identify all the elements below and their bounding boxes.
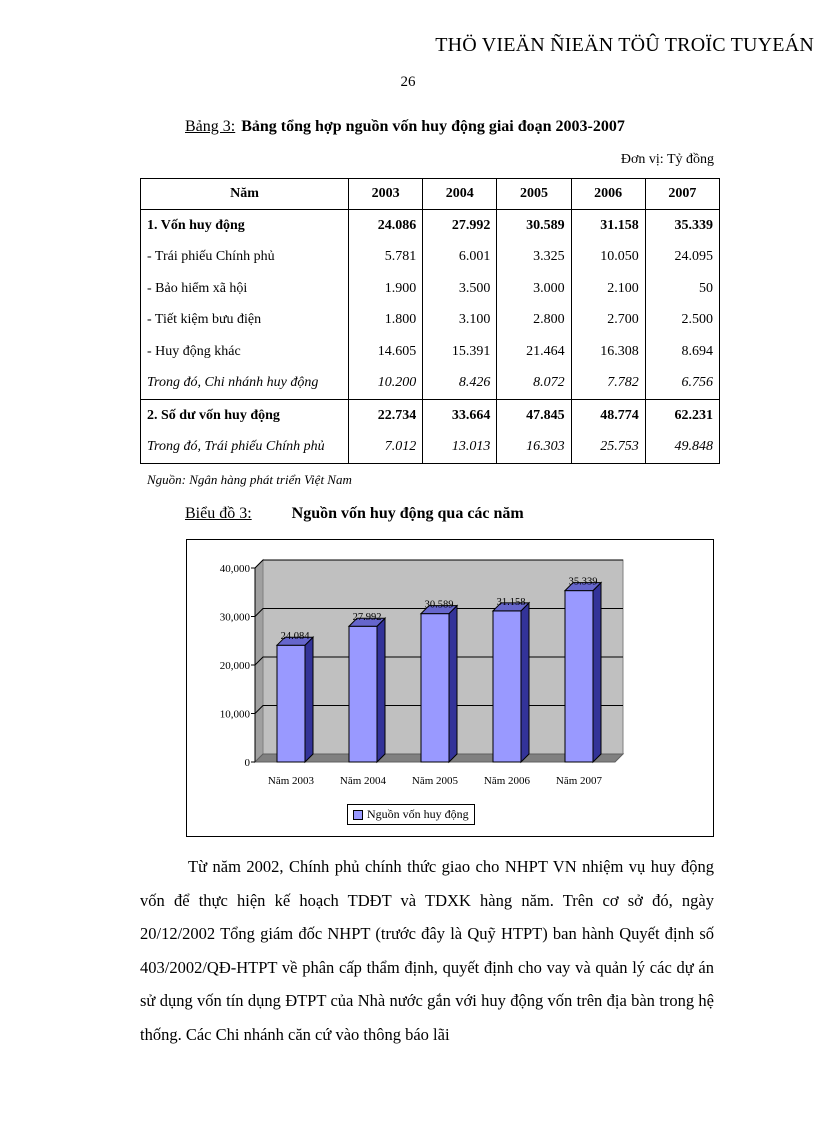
table-cell: 3.000 <box>497 273 571 305</box>
table-cell: 2. Số dư vốn huy động <box>141 400 349 432</box>
page-number: 26 <box>400 74 416 90</box>
table-cell: 62.231 <box>645 400 719 432</box>
table-cell: 1. Vốn huy động <box>141 210 349 242</box>
bar-front <box>493 611 521 762</box>
table-header-cell: 2005 <box>497 179 571 210</box>
table-cell: - Trái phiếu Chính phủ <box>141 242 349 274</box>
table-header-cell: Năm <box>141 179 349 210</box>
table-cell: 10.050 <box>571 242 645 274</box>
y-tick-label: 20,000 <box>219 660 250 672</box>
data-table <box>140 178 720 464</box>
chart-caption <box>185 505 524 523</box>
table-cell: 49.848 <box>645 432 719 464</box>
table-cell: 31.158 <box>571 210 645 242</box>
bar-data-label: 27.992 <box>352 612 382 624</box>
table-cell: 2.500 <box>645 305 719 337</box>
bar-side <box>521 603 529 762</box>
table-cell: - Bảo hiểm xã hội <box>141 273 349 305</box>
bar-data-label: 31.158 <box>496 596 526 608</box>
bar-side <box>449 606 457 762</box>
table-row <box>141 432 720 464</box>
chart-frame <box>186 539 714 837</box>
table-cell: Trong đó, Trái phiếu Chính phủ <box>141 432 349 464</box>
table-cell: 2.700 <box>571 305 645 337</box>
table-cell: 33.664 <box>423 400 497 432</box>
table-cell: 13.013 <box>423 432 497 464</box>
table-cell: 8.072 <box>497 368 571 400</box>
chart-caption-title: Nguồn vốn huy động qua các năm <box>291 505 524 522</box>
table-row <box>141 368 720 400</box>
table-cell: - Tiết kiệm bưu điện <box>141 305 349 337</box>
bar-data-label: 35.339 <box>568 576 598 588</box>
table-cell: - Huy động khác <box>141 336 349 368</box>
table-cell: 2.100 <box>571 273 645 305</box>
table-header-cell: 2003 <box>349 179 423 210</box>
bar-chart <box>187 540 713 836</box>
table-row <box>141 336 720 368</box>
table-cell: 24.095 <box>645 242 719 274</box>
table-caption <box>185 118 625 136</box>
table-cell: Trong đó, Chi nhánh huy động <box>141 368 349 400</box>
table-cell: 15.391 <box>423 336 497 368</box>
bar-front <box>349 626 377 762</box>
table-caption-title: Bảng tổng hợp nguồn vốn huy động giai đoạn 2003-2007 <box>241 118 625 135</box>
table-caption-label: Bảng 3: <box>185 118 236 135</box>
y-tick-label: 40,000 <box>219 563 250 575</box>
x-tick-label: Năm 2003 <box>267 775 315 787</box>
x-tick-label: Năm 2004 <box>339 775 387 787</box>
table-header-cell: 2007 <box>645 179 719 210</box>
x-tick-label: Năm 2005 <box>411 775 459 787</box>
header-title: THÖ VIEÄN ÑIEÄN TÖÛ TROÏC TUYEÁN <box>435 34 814 56</box>
table-cell: 35.339 <box>645 210 719 242</box>
unit-note: Đơn vị: Tỷ đồng <box>620 152 714 167</box>
chart-legend <box>347 804 475 825</box>
x-tick-label: Năm 2006 <box>483 775 531 787</box>
table-cell: 3.500 <box>423 273 497 305</box>
table-cell: 21.464 <box>497 336 571 368</box>
table-row <box>141 273 720 305</box>
table-cell: 7.782 <box>571 368 645 400</box>
table-row <box>141 210 720 242</box>
table-header-cell: 2004 <box>423 179 497 210</box>
y-tick-label: 10,000 <box>219 708 250 721</box>
table-row <box>141 305 720 337</box>
bar-data-label: 24.084 <box>280 631 310 643</box>
table-header-cell: 2006 <box>571 179 645 210</box>
bar-front <box>421 614 449 762</box>
y-tick-label: 0 <box>244 757 250 769</box>
chart-caption-label: Biểu đồ 3: <box>185 505 252 522</box>
table-cell: 47.845 <box>497 400 571 432</box>
bar-side <box>305 637 313 762</box>
table-cell: 5.781 <box>349 242 423 274</box>
table-cell: 30.589 <box>497 210 571 242</box>
table-cell: 22.734 <box>349 400 423 432</box>
table-cell: 48.774 <box>571 400 645 432</box>
table-row <box>141 242 720 274</box>
table-header-row <box>141 179 720 210</box>
table-cell: 8.694 <box>645 336 719 368</box>
bar-data-label: 30.589 <box>424 599 454 611</box>
table-cell: 1.800 <box>349 305 423 337</box>
bar-side <box>593 583 601 762</box>
table-cell: 7.012 <box>349 432 423 464</box>
table-cell: 14.605 <box>349 336 423 368</box>
bar-side <box>377 618 385 762</box>
bar-front <box>565 591 593 762</box>
table-cell: 3.325 <box>497 242 571 274</box>
table-cell: 1.900 <box>349 273 423 305</box>
y-tick-label: 30,000 <box>219 611 250 624</box>
table-source: Nguồn: Ngân hàng phát triển Việt Nam <box>147 472 352 487</box>
table-cell: 27.992 <box>423 210 497 242</box>
body-paragraph: Từ năm 2002, Chính phủ chính thức giao cho NHPT VN nhiệm vụ huy động vốn để thực hiện kế hoạch TDĐT và TDXK hàng năm. Trên cơ sở đó, ngày 20/12/2002 Tổng giám đốc NHPT (trước đây là Quỹ HTPT) ban hành Quyết định số 403/2002/QĐ-HTPT về phân cấp thẩm định, quyết định cho vay và quản lý các dự án sử dụng vốn tín dụng ĐTPT của Nhà nước gắn với huy động vốn trên địa bàn trong hệ thống. Các Chi nhánh căn cứ vào thông báo lãi <box>140 857 714 1044</box>
legend-label: Nguồn vốn huy động <box>367 807 469 821</box>
x-tick-label: Năm 2007 <box>555 775 603 787</box>
table-cell: 25.753 <box>571 432 645 464</box>
legend-swatch <box>353 810 363 820</box>
table-row <box>141 400 720 432</box>
table-cell: 24.086 <box>349 210 423 242</box>
table-cell: 50 <box>645 273 719 305</box>
table-cell: 3.100 <box>423 305 497 337</box>
bar-front <box>277 645 305 762</box>
table-cell: 10.200 <box>349 368 423 400</box>
table-cell: 6.001 <box>423 242 497 274</box>
table-cell: 16.303 <box>497 432 571 464</box>
table-cell: 2.800 <box>497 305 571 337</box>
table-cell: 16.308 <box>571 336 645 368</box>
table-cell: 8.426 <box>423 368 497 400</box>
table-cell: 6.756 <box>645 368 719 400</box>
